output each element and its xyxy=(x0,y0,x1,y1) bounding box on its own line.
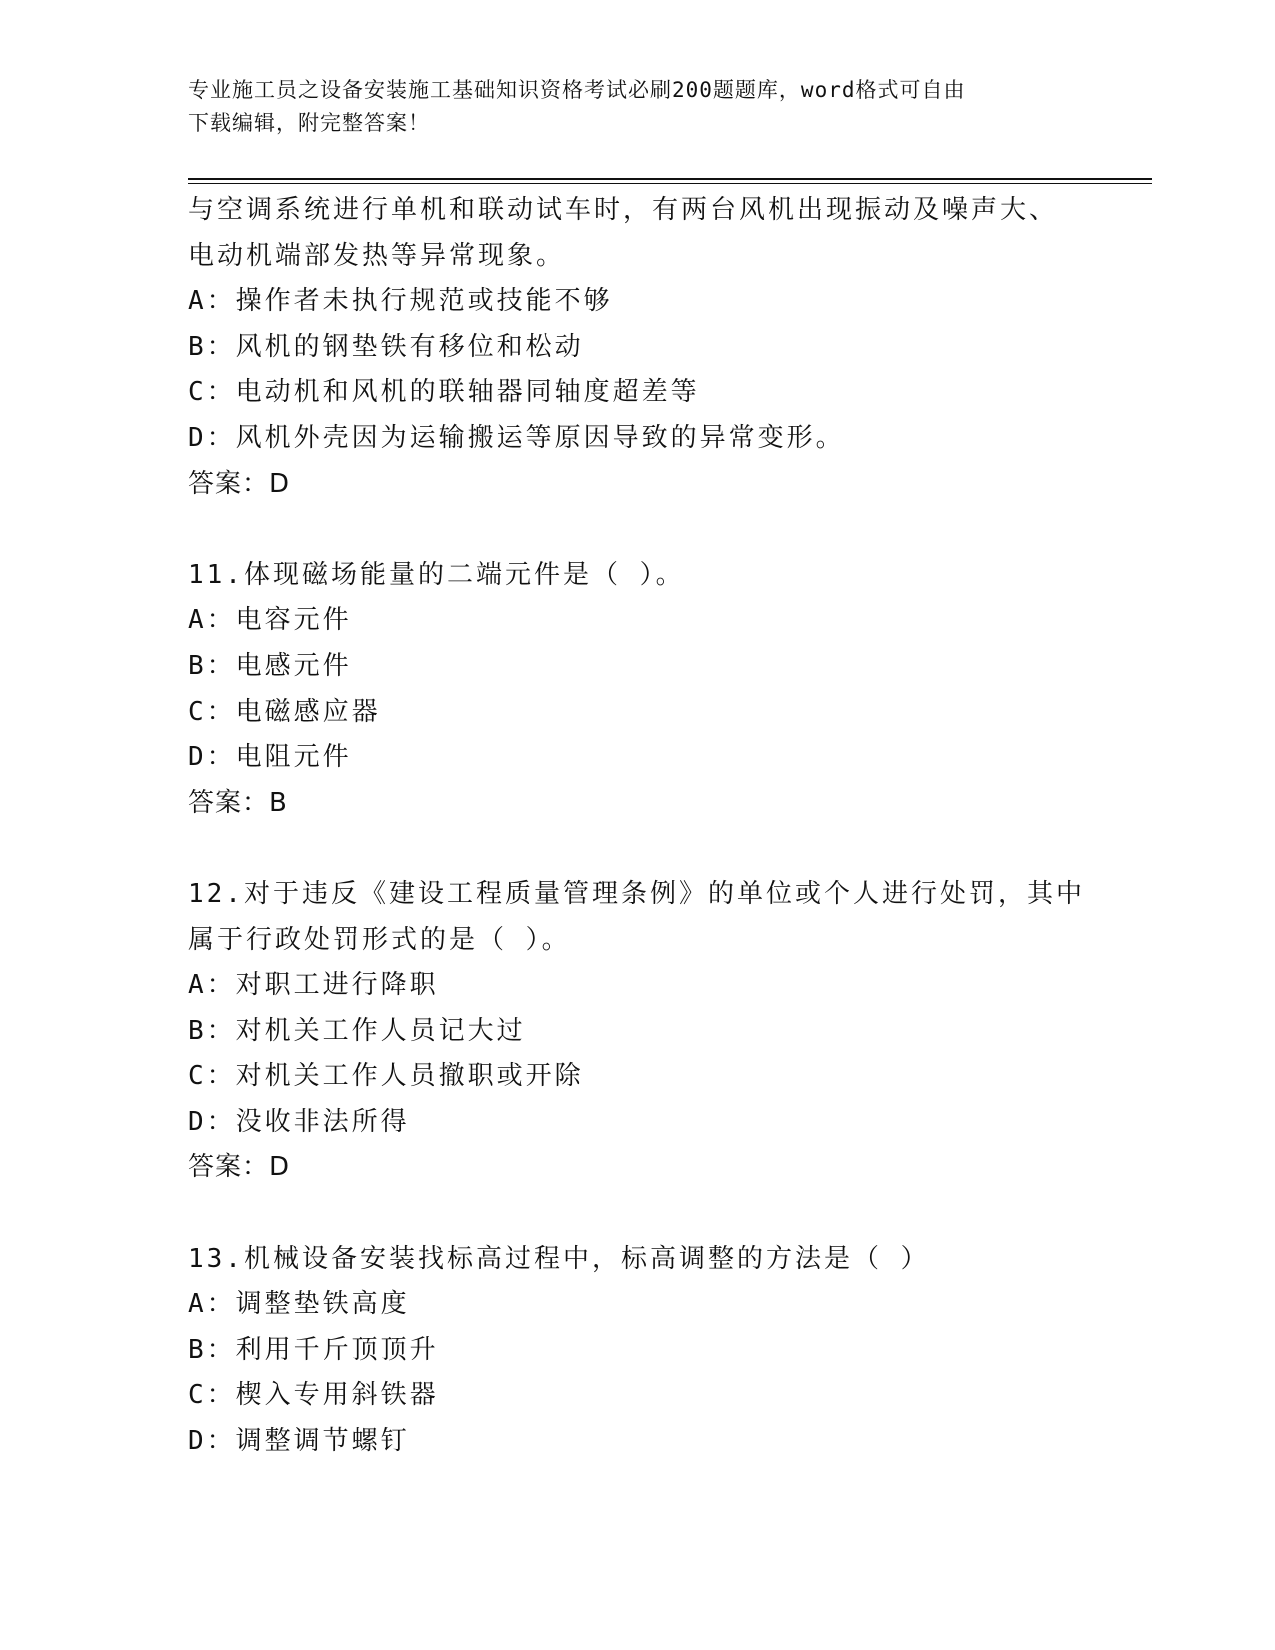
header-line-2: 下载编辑，附完整答案！ xyxy=(188,111,430,135)
question-13 xyxy=(188,1237,1128,1465)
answer: 答案：D xyxy=(188,468,291,499)
question-stem: 电动机端部发热等异常现象。 xyxy=(188,240,566,271)
option-c: C：电动机和风机的联轴器同轴度超差等 xyxy=(188,377,700,408)
question-stem: 与空调系统进行单机和联动试车时，有两台风机出现振动及噪声大、 xyxy=(188,195,1059,225)
question-list xyxy=(188,188,1128,1465)
header-line-1: 专业施工员之设备安装施工基础知识资格考试必刷200题题库，word格式可自由 xyxy=(188,78,966,102)
option-a: A：电容元件 xyxy=(188,605,352,636)
question-11 xyxy=(188,553,1128,827)
answer: 答案：B xyxy=(188,787,288,818)
option-b: B：利用千斤顶顶升 xyxy=(188,1334,439,1365)
header-divider-thick xyxy=(188,178,1152,180)
option-d: D：电阻元件 xyxy=(188,742,352,773)
option-d: D：没收非法所得 xyxy=(188,1106,410,1137)
option-d: D：调整调节螺钉 xyxy=(188,1426,410,1457)
option-c: C：电磁感应器 xyxy=(188,696,381,727)
question-stem: 12.对于违反《建设工程质量管理条例》的单位或个人进行处罚，其中 xyxy=(188,878,1085,909)
spacer xyxy=(188,1191,1128,1237)
question-stem: 13.机械设备安装找标高过程中，标高调整的方法是（ ） xyxy=(188,1243,930,1274)
question-10 xyxy=(188,188,1128,507)
option-b: B：电感元件 xyxy=(188,650,352,681)
option-d: D：风机外壳因为运输搬运等原因导致的异常变形。 xyxy=(188,422,845,453)
option-c: C：对机关工作人员撤职或开除 xyxy=(188,1061,584,1092)
spacer xyxy=(188,507,1128,553)
spacer xyxy=(188,826,1128,872)
option-a: A：调整垫铁高度 xyxy=(188,1289,410,1320)
question-stem: 11.体现磁场能量的二端元件是（ ）。 xyxy=(188,559,685,590)
option-a: A：操作者未执行规范或技能不够 xyxy=(188,286,613,317)
question-stem: 属于行政处罚形式的是（ ）。 xyxy=(188,924,571,955)
option-c: C：楔入专用斜铁器 xyxy=(188,1380,439,1411)
option-b: B：对机关工作人员记大过 xyxy=(188,1015,526,1046)
answer: 答案：D xyxy=(188,1152,291,1183)
document-header xyxy=(188,74,1068,140)
option-a: A：对职工进行降职 xyxy=(188,970,439,1001)
header-divider-thin xyxy=(188,183,1152,184)
question-12 xyxy=(188,872,1128,1191)
option-b: B：风机的钢垫铁有移位和松动 xyxy=(188,331,584,362)
